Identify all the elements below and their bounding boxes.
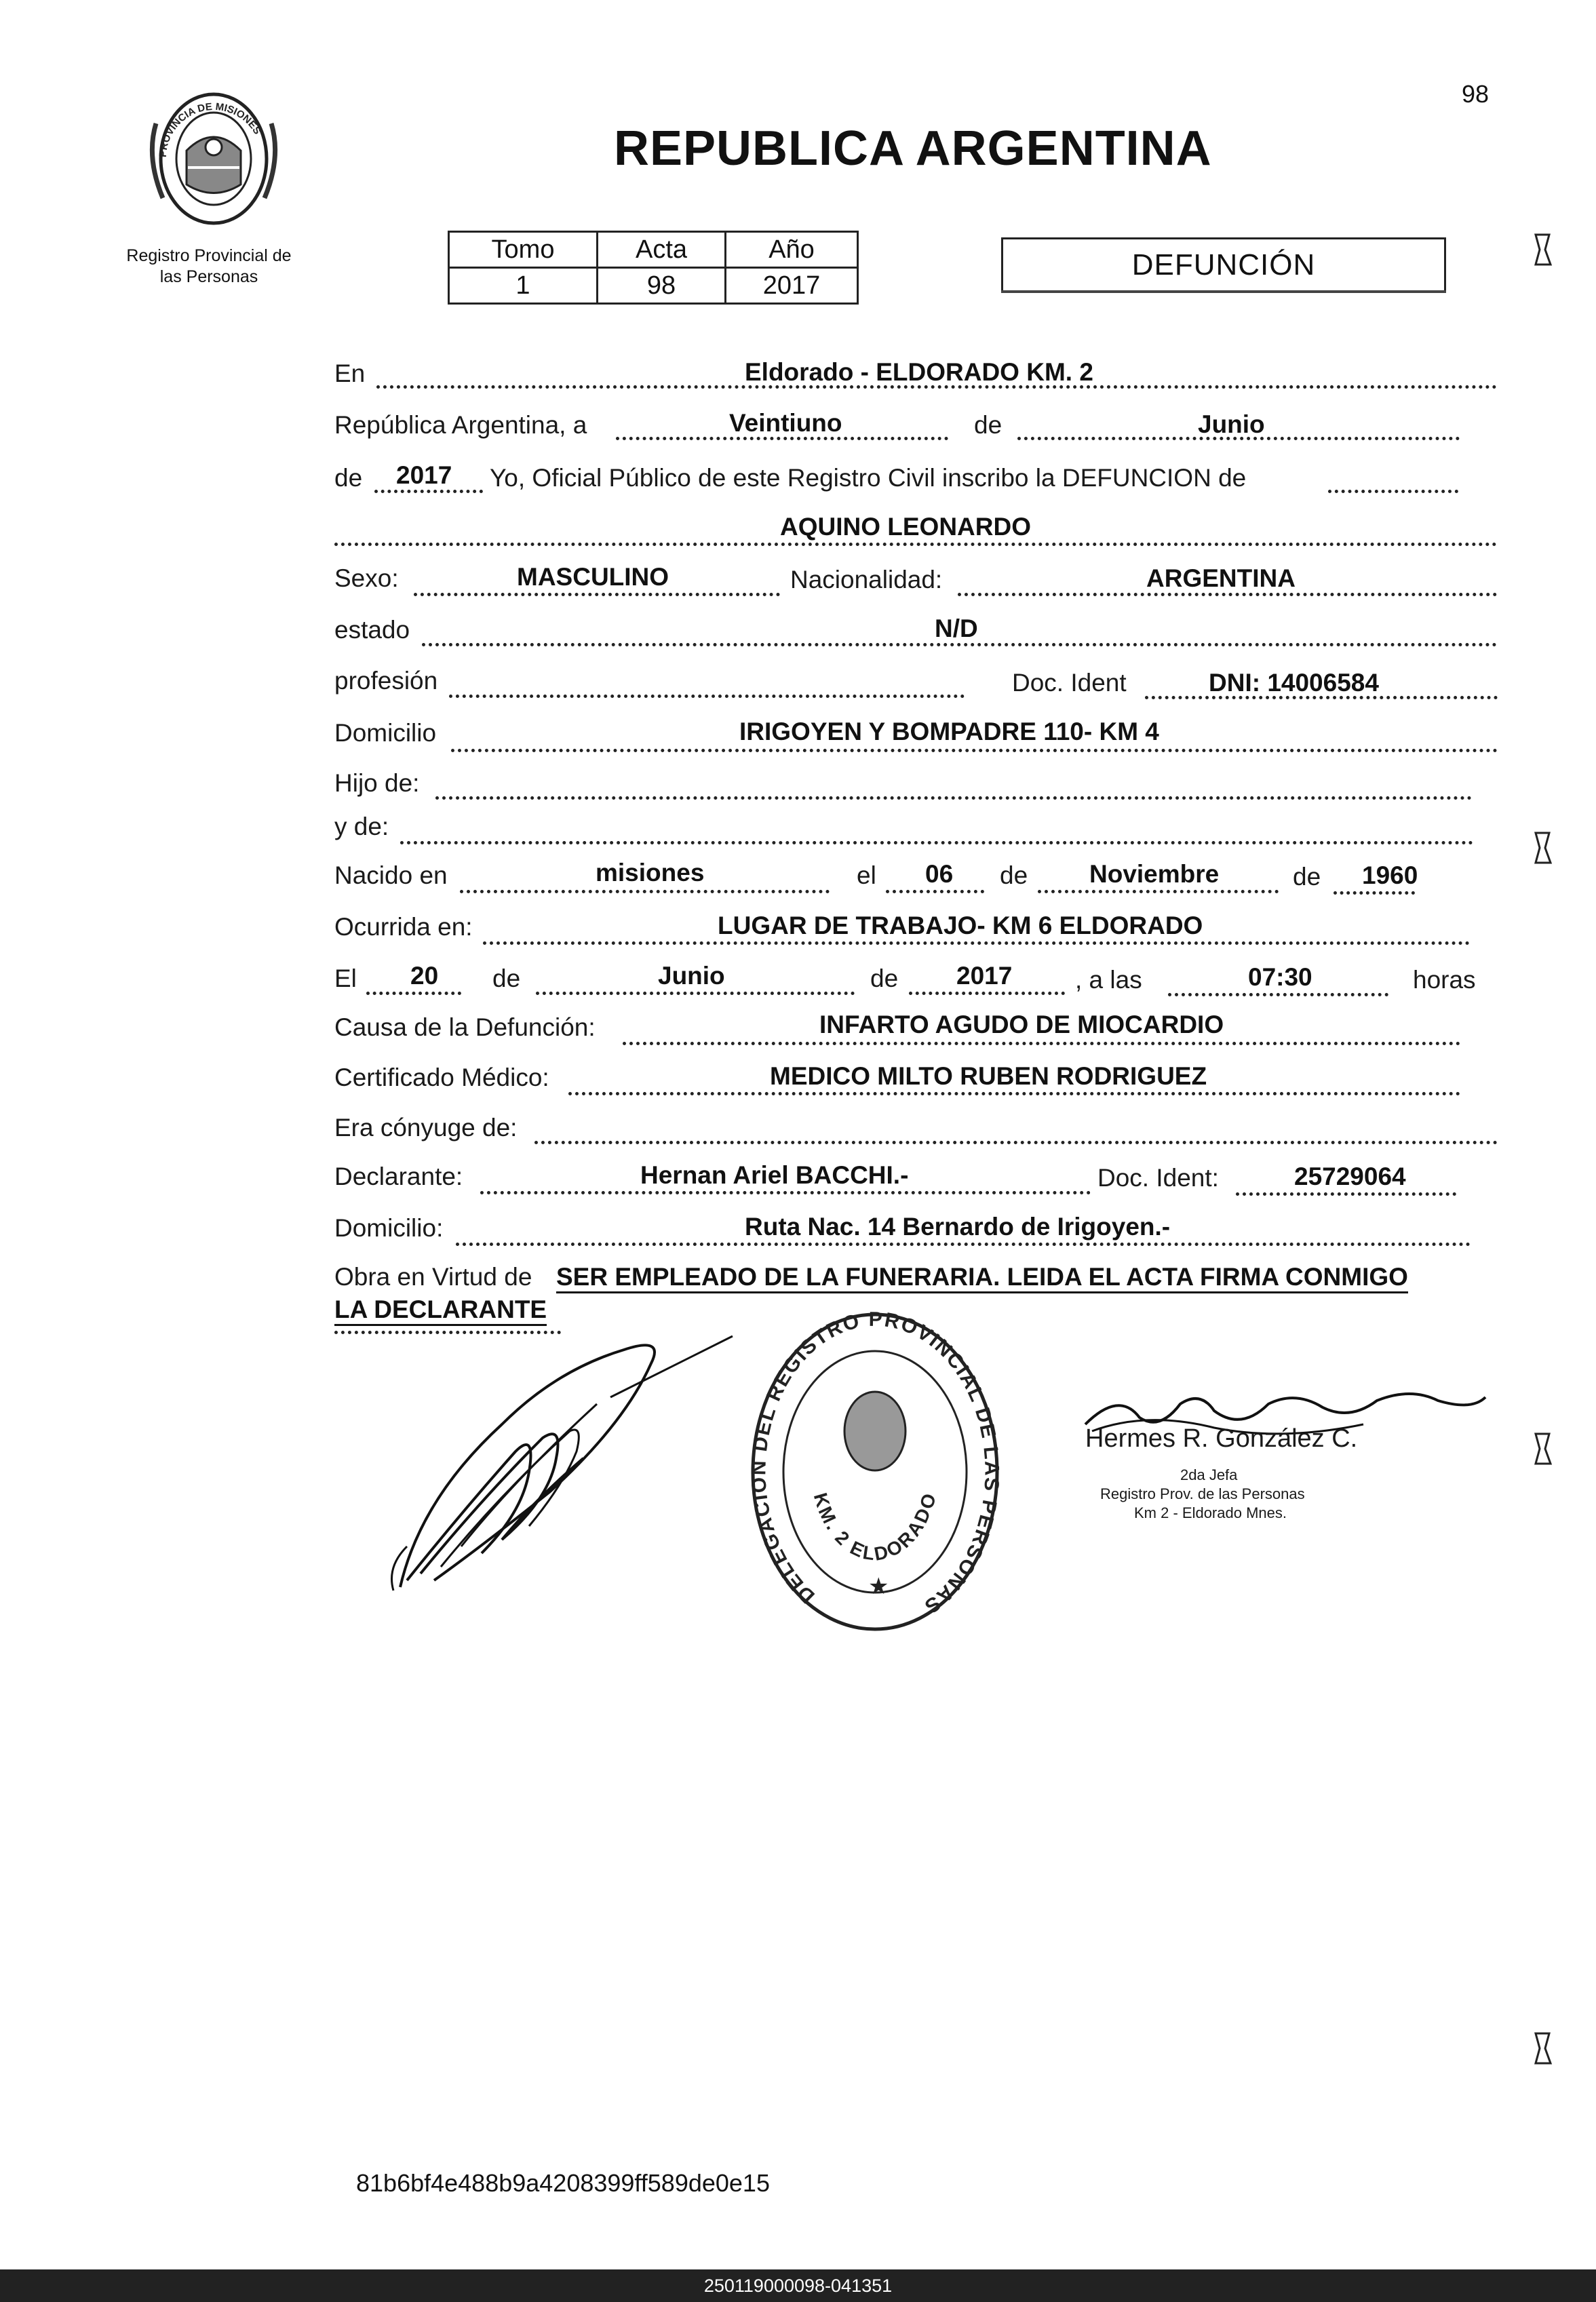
official-name: Hermes R. González C. xyxy=(1085,1424,1358,1453)
day-value: Veintiuno xyxy=(729,409,842,437)
document-hash: 81b6bf4e488b9a4208399ff589de0e15 xyxy=(356,2169,770,2197)
domicilio2-label: Domicilio: xyxy=(334,1214,444,1242)
stamp-outer-text: DELEGACION DEL REGISTRO PROVINCIAL DE LAS PERSONAS xyxy=(747,1309,1003,1618)
margin-mark-icon xyxy=(1532,2028,1553,2069)
certificado-label: Certificado Médico: xyxy=(334,1064,549,1091)
causa-label: Causa de la Defunción: xyxy=(334,1013,596,1041)
place-value: Eldorado - ELDORADO KM. 2 xyxy=(745,358,1093,386)
declarante-value: Hernan Ariel BACCHI.- xyxy=(640,1161,909,1189)
el-label: el xyxy=(857,861,876,889)
dotted-line xyxy=(536,992,855,995)
page-title: REPUBLICA ARGENTINA xyxy=(614,121,1212,176)
dotted-line xyxy=(456,1243,1471,1246)
death-month: Junio xyxy=(658,962,725,990)
dotted-line xyxy=(374,490,483,493)
yo-text: Yo, Oficial Público de este Registro Civil inscribo la DEFUNCION de xyxy=(490,464,1247,492)
declarante-doc-value: 25729064 xyxy=(1294,1163,1406,1190)
death-de-label: de xyxy=(492,964,521,992)
official-office-line1: Registro Prov. de las Personas xyxy=(1100,1485,1305,1502)
page-number: 98 xyxy=(1462,80,1490,108)
ocurrida-label: Ocurrida en: xyxy=(334,913,473,941)
birth-month: Noviembre xyxy=(1089,860,1220,888)
anio-header: Año xyxy=(726,232,858,268)
hijo-label: Hijo de: xyxy=(334,769,420,797)
obra-label: Obra en Virtud de xyxy=(334,1263,532,1291)
dotted-line xyxy=(400,841,1473,844)
death-day: 20 xyxy=(410,962,439,990)
domicilio-value: IRIGOYEN Y BOMPADRE 110- KM 4 xyxy=(739,718,1159,745)
declarante-doc-label: Doc. Ident: xyxy=(1097,1164,1219,1192)
profesion-label: profesión xyxy=(334,667,438,695)
obra-value-line2: LA DECLARANTE xyxy=(334,1295,547,1326)
acta-value: 98 xyxy=(598,268,726,304)
dotted-line xyxy=(334,543,1497,546)
tomo-header: Tomo xyxy=(449,232,598,268)
domicilio-label: Domicilio xyxy=(334,719,437,747)
alas-label: , a las xyxy=(1075,966,1142,994)
sexo-value: MASCULINO xyxy=(517,563,669,591)
estado-value: N/D xyxy=(935,614,978,642)
en-label: En xyxy=(334,359,366,387)
dotted-line xyxy=(366,992,461,995)
nacionalidad-value: ARGENTINA xyxy=(1146,564,1296,592)
sexo-label: Sexo: xyxy=(334,564,399,592)
declarante-label: Declarante: xyxy=(334,1163,463,1190)
de2-label: de xyxy=(334,464,363,492)
month-value: Junio xyxy=(1198,410,1265,438)
obra-value-line1: SER EMPLEADO DE LA FUNERARIA. LEIDA EL ACTA FIRMA CONMIGO xyxy=(556,1263,1408,1293)
birth-de-label: de xyxy=(1000,861,1028,889)
republica-label: República Argentina, a xyxy=(334,411,587,439)
death-year: 2017 xyxy=(956,962,1013,990)
coat-of-arms-icon xyxy=(139,83,288,239)
dotted-line xyxy=(422,643,1497,646)
official-office-line2: Km 2 - Eldorado Mnes. xyxy=(1134,1504,1287,1521)
death-time: 07:30 xyxy=(1248,963,1312,991)
document-type-box: DEFUNCIÓN xyxy=(1001,237,1446,293)
domicilio2-value: Ruta Nac. 14 Bernardo de Irigoyen.- xyxy=(745,1213,1171,1241)
yde-label: y de: xyxy=(334,813,389,840)
birth-day: 06 xyxy=(925,860,954,888)
star-icon: ★ xyxy=(868,1574,889,1599)
dotted-line xyxy=(414,593,780,596)
dotted-line xyxy=(1236,1192,1456,1196)
official-role: 2da Jefa xyxy=(1180,1466,1238,1483)
signature-declarante xyxy=(380,1323,760,1607)
dotted-line xyxy=(623,1042,1460,1045)
tomo-acta-anio-table xyxy=(448,231,859,305)
registry-stamp xyxy=(746,1309,1004,1635)
svg-text:KM. 2 ELDORADO xyxy=(810,1489,941,1565)
dotted-line xyxy=(1038,890,1279,893)
doc-ident-value: DNI: 14006584 xyxy=(1209,669,1379,697)
dotted-line xyxy=(534,1141,1498,1144)
year-value: 2017 xyxy=(396,461,452,489)
nacionalidad-label: Nacionalidad: xyxy=(790,566,943,593)
dotted-line xyxy=(568,1092,1460,1095)
acta-header: Acta xyxy=(598,232,726,268)
dotted-line xyxy=(1168,993,1388,996)
margin-mark-icon xyxy=(1532,827,1553,868)
death-de2-label: de xyxy=(870,964,899,992)
dotted-line xyxy=(449,695,965,698)
doc-ident-label: Doc. Ident xyxy=(1012,669,1127,697)
tomo-value: 1 xyxy=(449,268,598,304)
horas-label: horas xyxy=(1413,966,1476,994)
stamp-inner-text: KM. 2 ELDORADO xyxy=(809,1489,941,1565)
margin-mark-icon xyxy=(1532,1428,1553,1469)
dotted-line xyxy=(483,941,1470,945)
dotted-line xyxy=(958,593,1497,596)
coat-of-arms-text: PROVINCIA DE MISIONES xyxy=(157,100,264,158)
dotted-line xyxy=(886,890,984,893)
de-label: de xyxy=(974,411,1003,439)
el2-label: El xyxy=(334,964,357,992)
dotted-line xyxy=(460,890,830,893)
dotted-line xyxy=(909,992,1065,995)
estado-label: estado xyxy=(334,616,410,644)
birth-de2-label: de xyxy=(1293,863,1321,891)
dotted-line xyxy=(480,1191,1091,1194)
conyuge-label: Era cónyuge de: xyxy=(334,1114,518,1142)
deceased-name: AQUINO LEONARDO xyxy=(780,513,1031,541)
margin-mark-icon xyxy=(1532,229,1553,270)
registry-label: Registro Provincial de las Personas xyxy=(126,246,292,286)
divider xyxy=(1001,290,1446,293)
dotted-line xyxy=(1328,490,1458,493)
barcode-strip: 250119000098-041351 xyxy=(0,2269,1596,2302)
dotted-line xyxy=(1334,891,1415,895)
causa-value: INFARTO AGUDO DE MIOCARDIO xyxy=(819,1011,1224,1038)
dotted-line xyxy=(451,749,1498,752)
ocurrida-value: LUGAR DE TRABAJO- KM 6 ELDORADO xyxy=(718,912,1203,939)
stamp-emblem-icon xyxy=(844,1392,906,1470)
certificado-value: MEDICO MILTO RUBEN RODRIGUEZ xyxy=(770,1062,1207,1090)
anio-value: 2017 xyxy=(726,268,858,304)
birth-year: 1960 xyxy=(1362,861,1418,889)
nacido-label: Nacido en xyxy=(334,861,448,889)
dotted-line xyxy=(435,796,1472,800)
birthplace-value: misiones xyxy=(596,859,705,886)
